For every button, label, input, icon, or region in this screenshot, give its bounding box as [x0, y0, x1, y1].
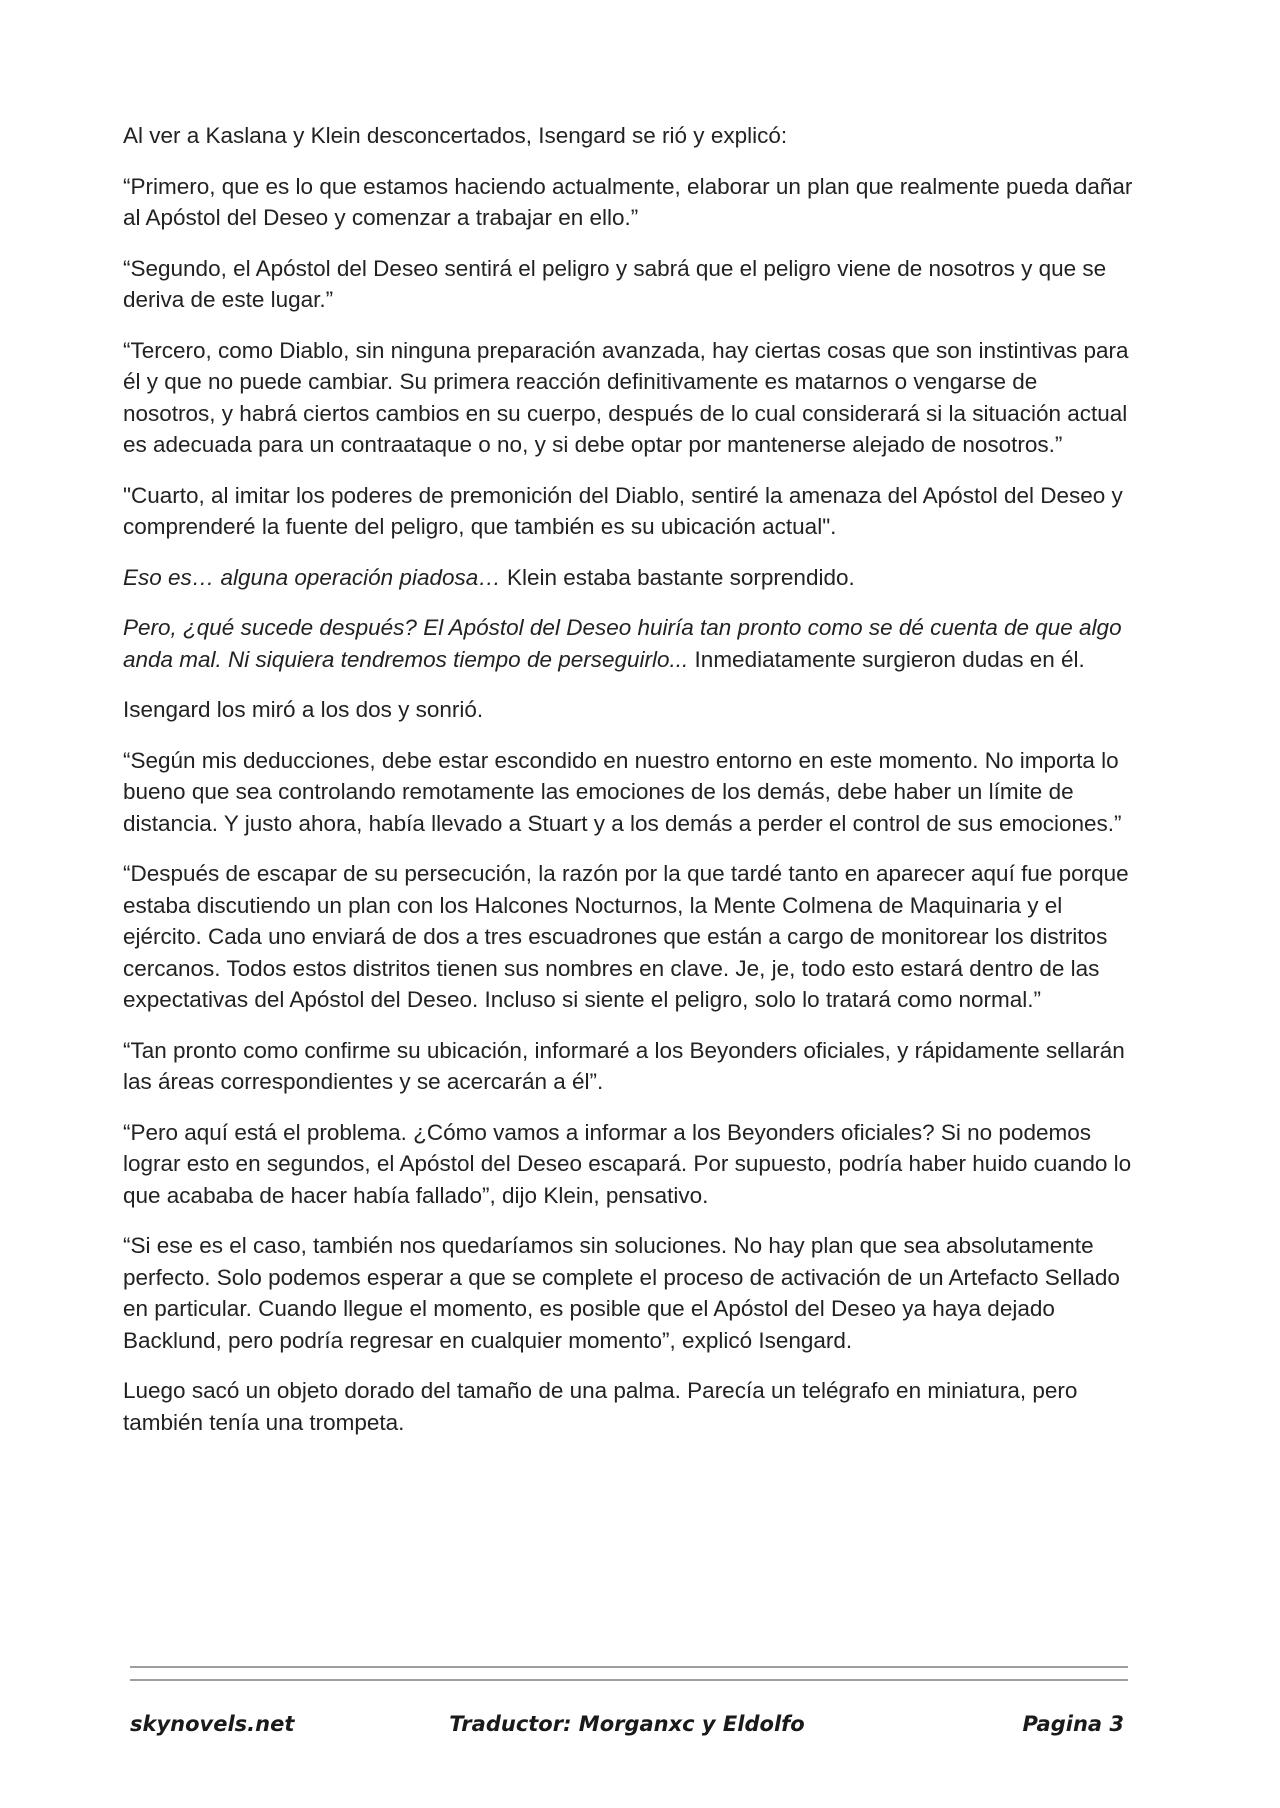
- paragraph-text: Al ver a Kaslana y Klein desconcertados, Isengard se rió y explicó:: [123, 123, 788, 148]
- paragraph: [123, 745, 1133, 840]
- paragraph: [123, 171, 1133, 234]
- paragraph-text: “Tercero, como Diablo, sin ninguna preparación avanzada, hay ciertas cosas que son instintivas para él y que no puede cambiar. Su primera reacción definitivamente es matarnos o vengarse de nosotros, y habrá ciertos cambios en su cuerpo, después de lo cual considerará si la situación actual es adecuada para un contraataque o no, y si debe optar por mantenerse alejado de nosotros.”: [123, 337, 1129, 457]
- page-footer: [130, 1712, 1124, 1748]
- paragraph: [123, 335, 1133, 461]
- paragraph: [123, 1035, 1133, 1098]
- footer-page-number: Pagina 3: [1022, 1712, 1124, 1736]
- paragraph-text: “Tan pronto como confirme su ubicación, informaré a los Beyonders oficiales, y rápidamente sellarán las áreas correspondientes y se acercarán a él”.: [123, 1037, 1125, 1094]
- footer-divider-top: [130, 1666, 1128, 1668]
- paragraph: [123, 858, 1133, 1016]
- footer-site: skynovels.net: [130, 1712, 295, 1736]
- paragraph-text: "Cuarto, al imitar los poderes de premonición del Diablo, sentiré la amenaza del Apóstol del Deseo y comprenderé la fuente del peligro, que también es su ubicación actual".: [123, 482, 1123, 539]
- paragraph-text: “Según mis deducciones, debe estar escondido en nuestro entorno en este momento. No importa lo bueno que sea controlando remotamente las emociones de los demás, debe haber un límite de distancia. Y justo ahora, había llevado a Stuart y a los demás a perder el control de sus emociones.”: [123, 747, 1122, 836]
- paragraph-text: Inmediatamente surgieron dudas en él.: [688, 646, 1085, 672]
- paragraph: [123, 120, 1133, 152]
- paragraph-text: Luego sacó un objeto dorado del tamaño de una palma. Parecía un telégrafo en miniatura, pero también tenía una trompeta.: [123, 1378, 1078, 1435]
- paragraph-text: “Después de escapar de su persecución, la razón por la que tardé tanto en aparecer aquí fue porque estaba discutiendo un plan con los Halcones Nocturnos, la Mente Colmena de Maquinaria y el ejército. Cada uno enviará de dos a tres escuadrones que están a cargo de monitorear los distritos cercanos. Todos estos distritos tienen sus nombres en clave. Je, je, todo esto estará dentro de las expectativas del Apóstol del Deseo. Incluso si siente el peligro, solo lo tratará como normal.”: [123, 861, 1129, 1012]
- paragraph-text: Klein estaba bastante sorprendido.: [500, 564, 855, 590]
- paragraph-text: “Si ese es el caso, también nos quedaríamos sin soluciones. No hay plan que sea absolutamente perfecto. Solo podemos esperar a que se complete el proceso de activación de un Artefacto Sellado en particular. Cuando llegue el momento, es posible que el Apóstol del Deseo ya haya dejado Backlund, pero podría regresar en cualquier momento”, explicó Isengard.: [123, 1233, 1120, 1353]
- paragraph: [123, 612, 1133, 675]
- footer-divider-bottom: [130, 1679, 1128, 1681]
- paragraph-italic-text: Pero, ¿qué sucede después? El Apóstol del Deseo huiría tan pronto como se dé cuenta de que algo anda mal. Ni siquiera tendremos tiempo de perseguirlo...: [123, 615, 1122, 672]
- footer-translator: Traductor: Morganxc y Eldolfo: [449, 1712, 805, 1736]
- paragraph: [123, 1117, 1133, 1212]
- paragraph: [123, 1375, 1133, 1438]
- paragraph-text: Isengard los miró a los dos y sonrió.: [123, 697, 484, 722]
- paragraph: [123, 694, 1133, 726]
- paragraph: [123, 253, 1133, 316]
- paragraph-italic-text: Eso es… alguna operación piadosa…: [123, 564, 501, 590]
- document-body: [123, 120, 1133, 1457]
- paragraph-text: “Pero aquí está el problema. ¿Cómo vamos a informar a los Beyonders oficiales? Si no podemos lograr esto en segundos, el Apóstol del Deseo escapará. Por supuesto, podría haber huido cuando lo que acababa de hacer había fallado”, dijo Klein, pensativo.: [123, 1119, 1132, 1208]
- paragraph: [123, 480, 1133, 543]
- paragraph: [123, 562, 1133, 594]
- paragraph-text: “Segundo, el Apóstol del Deseo sentirá el peligro y sabrá que el peligro viene de nosotros y que se deriva de este lugar.”: [123, 255, 1107, 312]
- paragraph-text: “Primero, que es lo que estamos haciendo actualmente, elaborar un plan que realmente pueda dañar al Apóstol del Deseo y comenzar a trabajar en ello.”: [123, 173, 1133, 230]
- paragraph: [123, 1230, 1133, 1356]
